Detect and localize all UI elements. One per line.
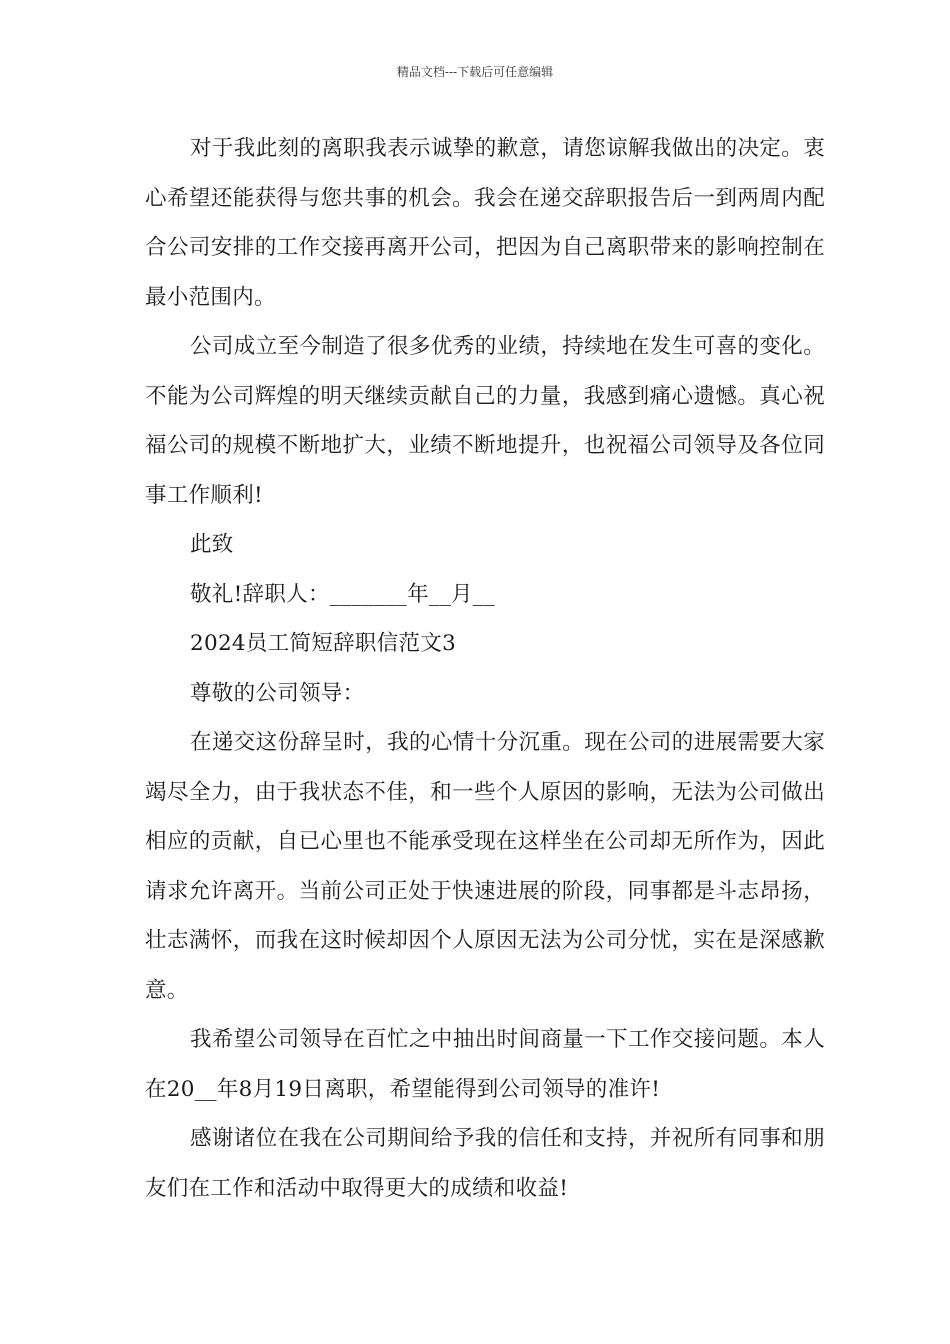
section-title: 2024员工简短辞职信范文3 [190,631,457,656]
paragraph-apology: 对于我此刻的离职我表示诚挚的歉意，请您谅解我做出的决定。衷心希望还能获得与您共事的机会。我会在递交辞职报告后一到两周内配合公司安排的工作交接再离开公司，把因为自己离职带来的影响控制在最小范围内。 [145,136,825,310]
signature-line: 敬礼!辞职人：_______年__月__ [190,581,495,607]
page-header: 精品文档---下载后可任意编辑 [396,65,554,79]
greeting: 尊敬的公司领导： [190,680,365,706]
paragraph-thanks: 感谢诸位在我在公司期间给予我的信任和支持，并祝所有同事和朋友们在工作和活动中取得更大的成绩和收益! [145,1126,825,1201]
letter-body [145,124,825,1213]
paragraph-wishes: 公司成立至今制造了很多优秀的业绩，持续地在发生可喜的变化。不能为公司辉煌的明天继续贡献自己的力量，我感到痛心遗憾。真心祝福公司的规模不断地扩大，业绩不断地提升，也祝福公司领导及各位同事工作顺利! [145,334,825,508]
closing-salutation: 此致 [190,532,234,557]
paragraph-reason: 在递交这份辞呈时，我的心情十分沉重。现在公司的进展需要大家竭尽全力，由于我状态不佳，和一些个人原因的影响，无法为公司做出相应的贡献，自已心里也不能承受现在这样坐在公司却无所作为，因此请求允许离开。当前公司正处于快速进展的阶段，同事都是斗志昂扬，壮志满怀，而我在这时候却因个人原因无法为公司分忧，实在是深感歉意。 [145,730,825,1003]
paragraph-handover: 我希望公司领导在百忙之中抽出时间商量一下工作交接问题。本人在20__年8月19日离职，希望能得到公司领导的准许! [145,1027,825,1102]
